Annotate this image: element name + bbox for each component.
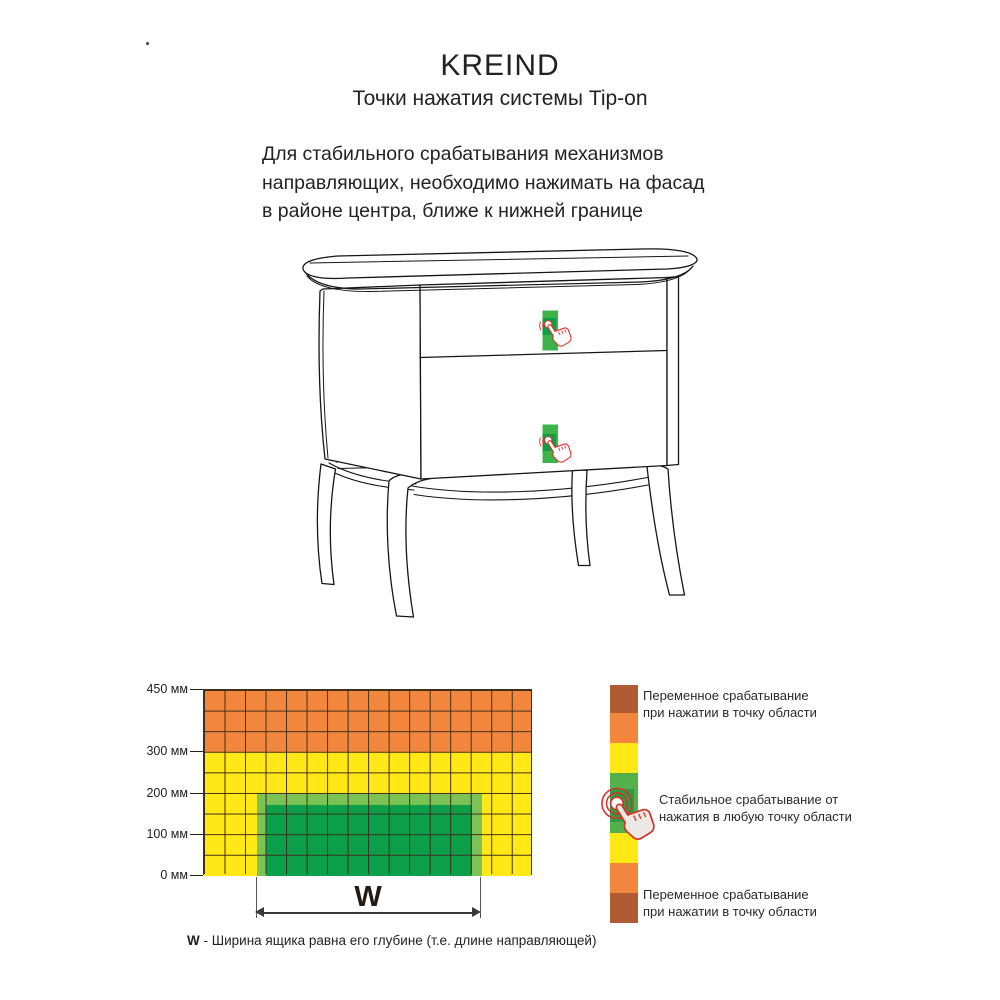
grid-lines	[204, 690, 531, 874]
tick-100: 100 мм	[146, 827, 188, 841]
intro-line-1: Для стабильного срабатывания механизмов	[262, 143, 664, 165]
legend-bot-line-2: при нажатии в точку области	[643, 904, 817, 919]
legend-seg-brown-top	[610, 685, 638, 713]
legend-seg-orange-bottom	[610, 863, 638, 893]
tick-dash-300	[190, 751, 203, 752]
legend-top-line-1: Переменное срабатывание	[643, 688, 809, 703]
legend-seg-yellow-top	[610, 743, 638, 773]
dim-arrowhead-right	[472, 907, 481, 917]
intro-paragraph	[262, 140, 705, 226]
legend-label-stable	[659, 791, 852, 825]
legend-label-variable-top	[643, 687, 817, 721]
zone-grid	[203, 689, 532, 875]
legend-bot-line-1: Переменное срабатывание	[643, 887, 809, 902]
tick-450: 450 мм	[146, 682, 188, 696]
tick-dash-200	[190, 793, 203, 794]
dim-arrowhead-left	[255, 907, 264, 917]
brand-title: KREIND	[440, 49, 560, 82]
width-label: W	[354, 881, 382, 913]
page-artifact-dot	[146, 42, 149, 45]
legend-top-line-2: при нажатии в точку области	[643, 705, 817, 720]
tick-200: 200 мм	[146, 786, 188, 800]
tick-dash-0	[190, 875, 203, 876]
intro-line-3: в районе центра, ближе к нижней границе	[262, 200, 643, 222]
nightstand-drawing	[280, 245, 710, 630]
legend-mid-line-1: Стабильное срабатывание от	[659, 792, 839, 807]
legend-label-variable-bottom	[643, 886, 817, 920]
legend-seg-orange-top	[610, 713, 638, 743]
width-note	[187, 933, 596, 948]
legend-mid-line-2: нажатия в любую точку области	[659, 809, 852, 824]
page-subtitle: Точки нажатия системы Tip-on	[352, 87, 648, 110]
tick-dash-100	[190, 834, 203, 835]
tick-dash-450	[190, 689, 203, 690]
width-note-text: - Ширина ящика равна его глубине (т.е. длине направляющей)	[199, 933, 597, 948]
tick-300: 300 мм	[146, 744, 188, 758]
width-note-symbol: W	[187, 933, 200, 948]
tick-0: 0 мм	[160, 867, 188, 882]
intro-line-2: направляющих, необходимо нажимать на фасад	[262, 171, 705, 194]
legend-seg-brown-bottom	[610, 893, 638, 923]
